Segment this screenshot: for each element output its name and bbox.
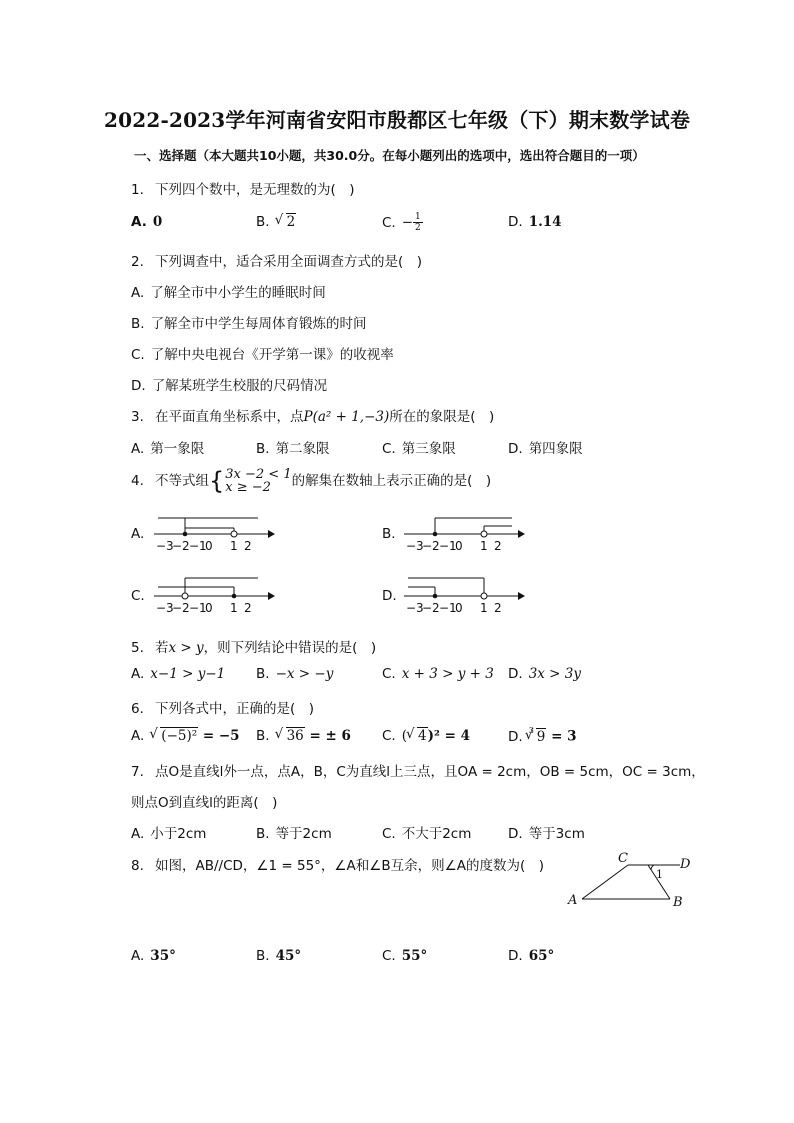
option-2c[interactable] [131, 343, 394, 363]
option-label: B. [256, 214, 270, 230]
question-number: 3. [131, 409, 144, 425]
question-6 [131, 697, 314, 717]
math-expression: x > y [168, 640, 204, 656]
tick-label: 1 [230, 539, 238, 553]
question-text: 若 [155, 640, 169, 656]
denominator: 2 [415, 223, 421, 233]
option-label: B. [256, 666, 270, 682]
option-label: B. [256, 826, 270, 842]
option-value: 第一象限 [150, 441, 205, 457]
option-label: D. [508, 948, 523, 964]
option-value: 35° [150, 948, 176, 964]
question-7 [131, 760, 705, 780]
question-number: 4. [131, 473, 144, 489]
option-label: A. [131, 214, 147, 230]
option-5c[interactable] [382, 666, 494, 682]
question-text: 所在的象限是( ) [389, 409, 495, 425]
option-label: A. [131, 441, 145, 457]
option-6a[interactable] [131, 728, 240, 744]
option-label: C. [382, 728, 396, 744]
option-label: B. [131, 316, 145, 332]
question-text: 的解集在数轴上表示正确的是( ) [291, 473, 492, 489]
question-text: 下列调查中，适合采用全面调查方式的是( ) [155, 254, 423, 270]
page-title: 2022-2023学年河南省安阳市殷都区七年级（下）期末数学试卷 [103, 108, 691, 132]
inequality-2: x ≥ −2 [225, 480, 271, 495]
tick-label: −2 [422, 539, 440, 553]
tick-label: 1 [480, 601, 488, 615]
option-label: D. [508, 441, 523, 457]
option-8d[interactable] [508, 948, 554, 964]
question-4 [131, 468, 491, 494]
question-text: ，则下列结论中错误的是( ) [203, 640, 377, 656]
tick-label: −3 [156, 601, 174, 615]
option-value: 65° [528, 948, 555, 964]
option-value: x−1 > y−1 [150, 666, 226, 682]
option-value: = 3 [546, 728, 577, 745]
tick-label: 0 [205, 601, 213, 615]
option-label: B. [256, 728, 270, 744]
option-1b[interactable] [256, 214, 296, 230]
option-value: 小于2cm [150, 826, 207, 842]
option-value: 1.14 [528, 214, 562, 230]
option-7c[interactable] [382, 822, 471, 842]
inequality-1: 3x −2 < 1 [225, 467, 292, 482]
option-8a[interactable] [131, 948, 176, 964]
option-4c-label[interactable]: C. [131, 588, 145, 604]
question-5 [131, 636, 376, 656]
question-text: 在平面直角坐标系中，点 [155, 409, 304, 425]
sqrt-expression [276, 728, 305, 744]
question-number: 6. [131, 701, 144, 717]
point-a-label: A [568, 893, 578, 908]
option-8b[interactable] [256, 948, 301, 964]
question-number: 8. [131, 858, 144, 874]
tick-label: 1 [230, 601, 238, 615]
question-number: 5. [131, 640, 144, 656]
trapezoid-figure [560, 848, 710, 910]
option-1d[interactable] [508, 214, 562, 230]
question-text: 下列四个数中，是无理数的为( ) [155, 182, 355, 198]
option-label: A. [131, 285, 145, 301]
point-c-label: C [618, 851, 628, 866]
tick-label: 1 [480, 539, 488, 553]
tick-label: −1 [439, 601, 457, 615]
option-label: C. [382, 214, 396, 231]
tick-label: 2 [494, 539, 502, 553]
root-index: 3 [528, 726, 534, 735]
option-3d[interactable] [508, 437, 583, 457]
question-1 [131, 178, 355, 198]
section-heading: 一、选择题（本大题共10小题，共30.0分。在每小题列出的选项中，选出符合题目的一项） [134, 148, 645, 163]
option-1c[interactable] [382, 212, 423, 233]
question-text: 点O是直线l外一点，点A，B，C为直线l上三点，且OA = 2cm，OB = 5cm，OC = 3cm， [155, 764, 705, 780]
option-label: A. [131, 948, 145, 964]
option-value: )² = 4 [427, 728, 470, 744]
question-number: 2. [131, 254, 144, 270]
option-label: A. [131, 666, 145, 682]
question-text: 如图，AB//CD，∠1 = 55°，∠A和∠B互余，则∠A的度数为( ) [155, 858, 545, 874]
question-2 [131, 250, 422, 270]
point-d-label: D [680, 857, 691, 872]
radicand: (−5)² [161, 728, 198, 744]
option-value: 了解全市中小学生的睡眠时间 [150, 285, 326, 301]
option-label: C. [382, 666, 396, 682]
option-value: 55° [401, 948, 428, 964]
paren: ( [401, 728, 407, 744]
option-value: 不大于2cm [401, 826, 472, 842]
option-value: x + 3 > y + 3 [401, 666, 494, 682]
fraction [413, 212, 423, 233]
number-line-c[interactable] [150, 572, 280, 616]
question-8 [131, 854, 544, 874]
option-value: 45° [275, 948, 302, 964]
option-value: = ± 6 [304, 728, 351, 744]
option-label: D. [508, 666, 523, 682]
number-line-b[interactable] [400, 510, 530, 554]
option-value: 了解全市中学生每周体育锻炼的时间 [150, 316, 367, 332]
tick-label: −2 [172, 539, 190, 553]
tick-label: −1 [439, 539, 457, 553]
option-label: C. [382, 826, 396, 842]
sqrt-expression [276, 214, 297, 230]
option-label: C. [382, 441, 396, 457]
option-value: 了解某班学生校服的尺码情况 [151, 378, 328, 394]
option-value: 第三象限 [401, 441, 456, 457]
option-label: B. [256, 948, 270, 964]
tick-label: −3 [156, 539, 174, 553]
radicand: 4 [418, 728, 427, 744]
tick-label: 2 [244, 539, 252, 553]
option-value: −x > −y [275, 666, 334, 682]
option-label: C. [382, 948, 396, 964]
tick-label: −1 [189, 539, 207, 553]
sqrt-expression [150, 728, 198, 744]
option-value: 等于3cm [528, 826, 585, 842]
tick-label: −2 [422, 601, 440, 615]
sqrt-expression [526, 729, 547, 745]
tick-label: −2 [172, 601, 190, 615]
option-value: = −5 [198, 728, 240, 744]
option-7b[interactable] [256, 822, 332, 842]
number-line-a[interactable] [150, 510, 280, 554]
radicand: 36 [286, 728, 304, 744]
option-4b-label[interactable]: B. [382, 526, 396, 542]
tick-label: −1 [189, 601, 207, 615]
option-5d[interactable] [508, 666, 581, 682]
tick-label: 0 [455, 539, 463, 553]
tick-label: −3 [406, 539, 424, 553]
option-label: A. [131, 826, 145, 842]
option-value: 等于2cm [275, 826, 332, 842]
point-b-label: B [673, 895, 683, 910]
tick-label: 2 [244, 601, 252, 615]
option-2b[interactable] [131, 312, 367, 332]
inequality-system [225, 468, 291, 494]
tick-label: 0 [455, 601, 463, 615]
option-6b[interactable] [256, 728, 351, 744]
option-label: B. [256, 441, 270, 457]
question-number: 7. [131, 764, 144, 780]
question-text: 不等式组 [155, 473, 209, 489]
option-value: 第二象限 [275, 441, 330, 457]
minus-sign: − [401, 214, 414, 231]
option-6c[interactable] [382, 728, 470, 744]
numerator: 1 [415, 212, 421, 222]
tick-label: −3 [406, 601, 424, 615]
option-label: D. [131, 378, 146, 394]
option-label: C. [131, 347, 145, 363]
option-value: 了解中央电视台《开学第一课》的收视率 [150, 347, 394, 363]
option-3b[interactable] [256, 437, 330, 457]
option-5b[interactable] [256, 666, 333, 682]
tick-label: 2 [494, 601, 502, 615]
option-value: 0 [152, 214, 163, 230]
option-2d[interactable] [131, 374, 327, 394]
option-7d[interactable] [508, 822, 585, 842]
question-text: 下列各式中，正确的是( ) [155, 701, 315, 717]
option-1a[interactable] [131, 214, 162, 230]
option-label: D. [508, 728, 523, 745]
radicand: 9 [536, 728, 546, 745]
option-2a[interactable] [131, 281, 326, 301]
radicand: 2 [286, 214, 296, 230]
number-line-d[interactable] [400, 572, 530, 616]
question-number: 1. [131, 182, 144, 198]
option-5a[interactable] [131, 666, 225, 682]
brace-icon: { [209, 467, 225, 495]
option-6d[interactable] [508, 728, 576, 745]
option-3a[interactable] [131, 437, 204, 457]
option-label: A. [131, 728, 145, 744]
option-label: D. [508, 826, 523, 842]
option-8c[interactable] [382, 948, 427, 964]
option-value: 第四象限 [528, 441, 583, 457]
option-3c[interactable] [382, 437, 456, 457]
option-value: 3x > 3y [528, 666, 581, 682]
option-4d-label[interactable]: D. [382, 588, 397, 604]
math-expression: P(a² + 1,−3) [303, 409, 390, 425]
option-label: D. [508, 214, 523, 230]
tick-label: 0 [205, 539, 213, 553]
question-3 [131, 405, 494, 425]
angle-1-label: 1 [656, 868, 663, 881]
option-4a-label[interactable]: A. [131, 526, 145, 542]
sqrt-expression [407, 728, 428, 744]
question-7-continued: 则点O到直线l的距离( ) [131, 795, 278, 811]
option-7a[interactable] [131, 822, 206, 842]
